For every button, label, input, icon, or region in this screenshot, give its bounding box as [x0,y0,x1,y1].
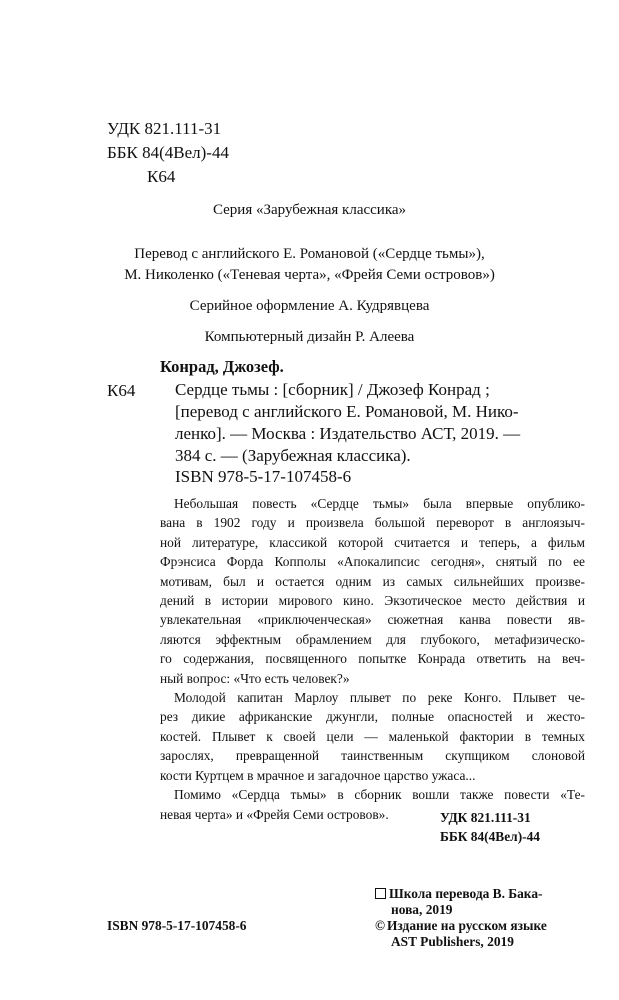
copyright-edition-line-1: Издание на русском языке [387,918,547,933]
copyright-school [375,886,547,902]
bbk-code-bottom: ББК 84(4Вел)-44 [440,829,541,844]
translation-credit-2: М. Николенко («Теневая черта», «Фрейя Семи островов») [124,267,495,283]
annotation-line: Помимо «Сердца тьмы» в сборник вошли также повести «Те- [174,787,585,803]
serial-design-credit: Серийное оформление А. Кудрявцева [189,298,430,314]
credits-block [0,244,619,348]
translator-school-icon [375,888,386,899]
annotation [160,494,585,824]
annotation-line: ной литературе, классикой которой считается и теперь, а фильм [160,534,585,550]
bibliographic-description [175,379,585,467]
copyright-edition [375,918,547,934]
biblio-line: Сердце тьмы : [сборник] / Джозеф Конрад ; [175,380,490,399]
isbn-bottom: ISBN 978-5-17-107458-6 [107,918,247,933]
biblio-line: [перевод с английского Е. Романовой, М. Нико- [175,402,519,421]
copyright-block [375,886,547,950]
author-heading: Конрад, Джозеф. [160,357,284,376]
isbn-main: ISBN 978-5-17-107458-6 [175,467,352,486]
copyright-school-line-2: нова, 2019 [391,902,453,917]
author-sign: К64 [147,167,176,186]
annotation-line: го содержания, посвященного попытке Конрада ответить на веч- [160,651,585,667]
biblio-sign: К64 [107,381,136,400]
series-title: Серия «Зарубежная классика» [212,202,407,218]
biblio-line: ленко]. — Москва : Издательство АСТ, 2019. — [175,424,521,443]
annotation-line: ный вопрос: «Что есть человек?» [160,670,350,686]
biblio-line: 384 с. — (Зарубежная классика). [175,446,411,465]
annotation-line: дений в истории мирового кино. Экзотическое место действия и [160,593,585,609]
annotation-line: мотивам, был и остается одним из самых сильнейших произве- [160,573,585,589]
annotation-line: Фрэнсиса Форда Копполы «Апокалипсис сегодня», снятый по ее [160,554,585,570]
copyright-school-line-1: Школа перевода В. Бака- [389,886,543,901]
copyright-edition-line-2: AST Publishers, 2019 [391,934,514,949]
udk-code: УДК 821.111-31 [107,119,222,138]
udk-code-bottom: УДК 821.111-31 [440,810,531,825]
annotation-line: костей. Плывет к своей цели — маленькой фактории в темных [160,728,585,744]
computer-design-credit: Компьютерный дизайн Р. Алеева [204,329,415,345]
annotation-line: рез дикие африканские джунгли, полные опасностей и жесто- [160,709,585,725]
annotation-line: вана в 1902 году и произвела большой переворот в англоязыч- [160,515,585,531]
bbk-code: ББК 84(4Вел)-44 [107,143,229,162]
annotation-line: увлекательная «приключенческая» сюжетная канва повести яв- [160,612,585,628]
classification-codes-bottom [440,808,540,846]
copyright-icon: © [375,918,386,933]
classification-codes-top [107,117,229,189]
annotation-line: кости Куртцем в мрачное и загадочное царство ужаса... [160,767,476,783]
annotation-line: ляются эффектным обрамлением для глубокого, метафизическо- [160,631,585,647]
translation-credit-1: Перевод с английского Е. Романовой («Сердце тьмы»), [134,246,485,262]
annotation-line: невая черта» и «Фрейя Семи островов». [160,806,389,822]
annotation-line: зарослях, превращенной таинственным скупщиком слоновой [160,748,585,764]
annotation-line: Молодой капитан Марлоу плывет по реке Конго. Плывет че- [174,690,585,706]
annotation-line: Небольшая повесть «Сердце тьмы» была впервые опублико- [174,496,585,511]
